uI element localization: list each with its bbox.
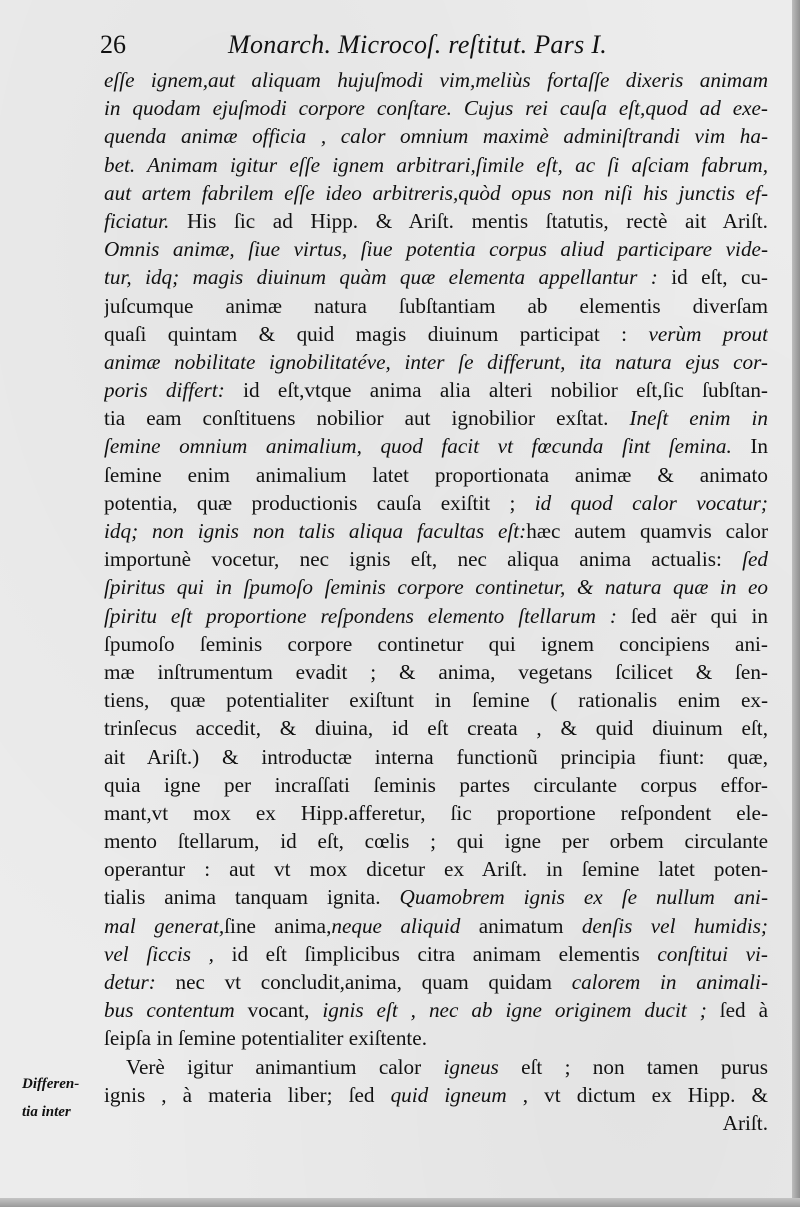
roman-text: operantur : aut vt mox dicetur ex Ariſt. in ſemine latet poten- [104,857,768,882]
italic-text: detur: [104,970,176,994]
text-line [104,66,768,94]
text-line [104,1024,768,1052]
text-line [104,207,768,235]
roman-text: quaſi quintam & quid magis diuinum participat : [104,321,649,346]
roman-text: ſemine enim animalium latet proportionata animæ & animato [104,462,768,487]
roman-text: importunè vocetur, nec ignis eſt, nec aliqua anima actualis: [104,547,743,572]
text-line [104,602,768,630]
italic-text: id quod calor vocatur; [534,490,768,515]
roman-text: animatum [478,913,582,938]
roman-text: tia eam conſtituens nobilior aut ignobilior exſtat. [104,406,630,431]
running-title: Monarch. Microcoſ. reſtitut. Pars I. [228,30,608,59]
text-line [104,799,768,827]
text-line [104,545,768,573]
roman-text: ſed aër qui in [630,603,768,628]
text-line [104,404,768,432]
page-number: 26 [100,30,126,59]
roman-text: nec vt concludit,anima, quam quidam [175,970,572,994]
text-line [104,1109,768,1137]
roman-text: ſeipſa in ſemine potentialiter exiſtente. [104,1026,427,1051]
text-line [104,432,768,460]
roman-text: ignis , à materia liber; ſed [104,1082,391,1107]
roman-text: potentia, quæ productionis cauſa exiſtit ; [104,490,535,515]
page-header [100,30,720,64]
text-line [104,714,768,742]
italic-text: ficiatur. [104,208,187,233]
italic-text: igneus [443,1054,522,1079]
roman-text: hæc autem quamvis calor [526,519,768,543]
italic-text: verùm prout [648,321,768,346]
roman-text: id eſt,vtque anima alia alteri nobilior eſt,ſic ſubſtan- [243,378,768,403]
roman-text: In [750,434,768,459]
text-line [104,122,768,150]
italic-text: calorem in animali- [571,970,768,994]
italic-text: conſtitui vi- [657,941,768,966]
italic-text: neque aliquid [331,913,479,938]
text-line [104,1053,768,1081]
italic-text: ſed [742,547,768,572]
roman-text: id eſt, cu- [671,265,768,290]
text-line [104,292,768,320]
text-line [104,1081,768,1109]
roman-text: tialis anima tanquam ignita. [104,885,400,910]
roman-text: ſine anima, [224,913,332,938]
text-line [104,658,768,686]
italic-text: poris differt: [104,378,244,403]
roman-text: tiens, quæ potentialiter exiſtunt in ſemine ( rationalis enim ex- [104,688,768,713]
margin-note-line: tia inter [22,1104,71,1120]
page-edge [0,1198,800,1207]
text-line [104,489,768,517]
text-line [104,573,768,601]
text-line [104,461,768,489]
roman-text: juſcumque animæ natura ſubſtantiam ab elementis diverſam [104,293,768,318]
italic-text: quenda animæ officia , calor omnium maximè adminiſtrandi vim ha- [104,124,768,149]
text-line [104,743,768,771]
text-line [104,686,768,714]
italic-text: tur, idq; magis diuinum quàm quæ elementa appellantur : [104,265,672,290]
italic-text: bet. Animam igitur eſſe ignem arbitrari,ſimile eſt, ac ſi aſciam fabrum, [104,152,768,177]
text-line [104,376,768,404]
roman-text: quia igne per incraſſati ſeminis partes circulante corpus effor- [104,772,768,797]
italic-text: in quodam ejuſmodi corpore conſtare. Cujus rei cauſa eſt,quod ad exe- [104,96,768,121]
text-line [104,912,768,940]
text-line [104,151,768,179]
italic-text: ſpiritu eſt proportione reſpondens elemento ſtellarum : [104,603,631,628]
margin-note-line: Differen- [22,1076,80,1092]
italic-text: ſpiritus qui in ſpumoſo ſeminis corpore continetur, & natura quæ in eo [104,575,768,600]
text-line [104,855,768,883]
roman-text: ſed à [719,998,768,1023]
text-line [104,996,768,1024]
roman-text: mant,vt mox ex Hipp.afferetur, ſic proportione reſpondent ele- [104,800,768,825]
roman-text: ſpumoſo ſeminis corpore continetur qui ignem concipiens ani- [104,631,768,656]
italic-text: idq; non ignis non talis aliqua facultas eſt: [104,519,527,543]
roman-text: trinſecus accedit, & diuina, id eſt creata , & quid diuinum eſt, [104,716,768,741]
italic-text: bus contentum [104,998,248,1023]
italic-text: Ineſt enim in [629,406,768,431]
text-line [104,235,768,263]
italic-text: mal generat, [104,913,225,938]
italic-text: ignis eſt , nec ab igne originem ducit ; [322,998,720,1023]
text-line [104,940,768,968]
text-line [104,517,768,545]
italic-text: animæ nobilitate ignobilitatéve, inter ſe differunt, ita natura ejus cor- [104,349,768,374]
text-line [104,771,768,799]
text-line [104,179,768,207]
roman-text: mæ inſtrumentum evadit ; & anima, vegetans ſcilicet & ſen- [104,659,768,684]
text-line [104,94,768,122]
italic-text: ſemine omnium animalium, quod facit vt fœcunda ſint ſemina. [104,434,751,459]
margin-note [22,1070,102,1126]
roman-text: eſt ; non tamen purus [521,1054,768,1079]
italic-text: denſis vel humidis; [581,913,768,938]
body-text [104,66,768,1137]
text-line [104,968,768,996]
italic-text: Quamobrem ignis ex ſe nullum ani- [399,885,768,910]
text-line [104,827,768,855]
italic-text: vel ſiccis , [104,941,232,966]
roman-text: vocant, [247,998,323,1023]
italic-text: eſſe ignem,aut aliquam hujuſmodi vim,meliùs fortaſſe dixeris animam [104,68,768,92]
roman-text: mento ſtellarum, id eſt, cœlis ; qui igne per orbem circulante [104,829,768,854]
roman-text: His ſic ad Hipp. & Ariſt. mentis ſtatutis, rectè ait Ariſt. [186,208,768,233]
text-line [104,263,768,291]
roman-text: Ariſt. [722,1110,768,1135]
italic-text: Omnis animæ, ſiue virtus, ſiue potentia corpus aliud participare vide- [104,237,768,262]
text-line [104,348,768,376]
italic-text: quid igneum [390,1082,523,1107]
roman-text: , vt dictum ex Hipp. & [522,1082,768,1107]
text-line [104,630,768,658]
text-line [104,320,768,348]
roman-text: Verè igitur animantium calor [126,1054,444,1079]
roman-text: ait Ariſt.) & introductæ interna functionũ principia fiunt: quæ, [104,744,768,769]
italic-text: aut artem fabrilem eſſe ideo arbitreris,quòd opus non niſi his junctis ef- [104,180,768,205]
text-line [104,883,768,911]
roman-text: id eſt ſimplicibus citra animam elementis [231,941,658,966]
page-edge [792,0,800,1207]
